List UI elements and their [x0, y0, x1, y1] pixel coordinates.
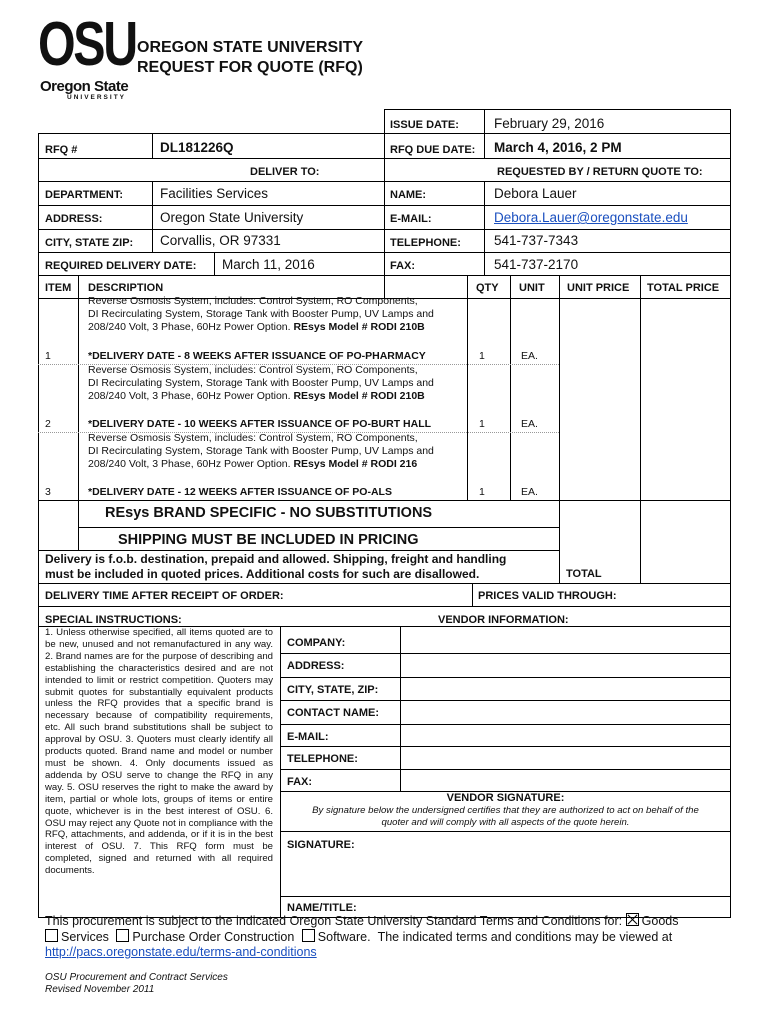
title-rfq: REQUEST FOR QUOTE (RFQ): [137, 59, 363, 76]
vendor-signature-heading: VENDOR SIGNATURE:: [446, 792, 565, 804]
item-2-qty: 1: [479, 418, 485, 430]
vendor-signature-text: By signature below the undersigned certifies that they are authorized to act on behalf of the quoter and will comply with all aspects of the quote herein.: [312, 805, 699, 828]
item-3-description: Reverse Osmosis System, includes: Control System, RO Components, DI Recirculating System, Storage Tank with Booster Pump, UV Lamps and 208/240 Volt, 3 Phase, 60Hz Power Option. REsys Model # RODI 216: [88, 432, 434, 470]
item-1-description: Reverse Osmosis System, includes: Control System, RO Components, DI Recirculating System, Storage Tank with Booster Pump, UV Lamps and 208/240 Volt, 3 Phase, 60Hz Power Option. REsys Model # RODI 210B: [88, 295, 434, 333]
vendor-contact-label: CONTACT NAME:: [287, 707, 380, 719]
city-value: Corvallis, OR 97331: [160, 233, 281, 248]
item-2-number: 2: [45, 418, 51, 430]
item-3-delivery: *DELIVERY DATE - 12 WEEKS AFTER ISSUANCE OF PO-ALS: [88, 486, 392, 498]
total-label: TOTAL: [566, 568, 602, 580]
vendor-info-heading: VENDOR INFORMATION:: [438, 614, 569, 626]
col-description: DESCRIPTION: [88, 282, 164, 294]
title-university: OREGON STATE UNIVERSITY: [137, 39, 364, 56]
services-checkbox[interactable]: [45, 929, 58, 942]
item-2-delivery: *DELIVERY DATE - 10 WEEKS AFTER ISSUANCE OF PO-BURT HALL: [88, 418, 432, 430]
vendor-email-label: E-MAIL:: [287, 731, 329, 743]
due-date-label: RFQ DUE DATE:: [390, 144, 476, 156]
item-3-qty: 1: [479, 486, 485, 498]
item-3-number: 3: [45, 486, 51, 498]
issue-date-label: ISSUE DATE:: [390, 119, 459, 131]
address-label: ADDRESS:: [45, 213, 103, 225]
item-3-unit: EA.: [521, 486, 538, 498]
name-value: Debora Lauer: [494, 186, 577, 201]
requested-by-heading: REQUESTED BY / RETURN QUOTE TO:: [497, 166, 703, 178]
prices-valid-label: PRICES VALID THROUGH:: [478, 590, 617, 602]
vendor-telephone-label: TELEPHONE:: [287, 753, 358, 765]
brand-note: REsys BRAND SPECIFIC - NO SUBSTITUTIONS: [105, 505, 433, 521]
name-title-label: NAME/TITLE:: [287, 902, 357, 914]
fax-label: FAX:: [390, 260, 416, 272]
terms-options: Services Purchase Order Construction Software. The indicated terms and conditions may be viewed at: [45, 929, 730, 945]
signature-label: SIGNATURE:: [287, 839, 355, 851]
goods-checkbox[interactable]: [626, 913, 639, 926]
purchase-order-checkbox[interactable]: [116, 929, 129, 942]
special-instructions-text: 1. Unless otherwise specified, all items quoted are to be new, unused and not remanufactured in any way. 2. Brand names are for the purpose of describing and establishing the characteristics desired and are not intended to limit or restrict competition. Quoters may submit quotes for substantially equivalent products unless the RFQ provides that a specific brand is necessary because of compatibility requirements, etc. All such brand substitutions shall be subject to approval by OSU. 3. Quoters must clearly identify all products quoted. Brand name and model or number must be shown. 4. Only documents issued as addenda by OSU serve to change the RFQ in any way. 5. OSU reserves the right to make the award by item, partial or whole lots, groups of items or entire quote, whichever is in the best interest of OSU. 6. OSU may reject any Quote not in compliance with the RFQ, attachments, and addenda, or if it is in the best interest of OSU. 7. This RFQ form must be completed, signed and returned with all required documents.: [45, 627, 273, 877]
rfq-number-label: RFQ #: [45, 144, 78, 156]
delivery-time-label: DELIVERY TIME AFTER RECEIPT OF ORDER:: [45, 590, 284, 602]
terms-statement: This procurement is subject to the indicated Oregon State University Standard Terms and Conditions for: Goods: [45, 914, 679, 928]
vendor-company-label: COMPANY:: [287, 637, 346, 649]
col-qty: QTY: [476, 282, 499, 294]
item-1-unit: EA.: [521, 350, 538, 362]
required-date-label: REQUIRED DELIVERY DATE:: [45, 260, 197, 272]
vendor-fax-label: FAX:: [287, 776, 313, 788]
item-1-number: 1: [45, 350, 51, 362]
col-total-price: TOTAL PRICE: [647, 282, 720, 294]
email-link[interactable]: Debora.Lauer@oregonstate.edu: [494, 210, 688, 225]
logo-university: UNIVERSITY: [67, 94, 127, 101]
col-unit-price: UNIT PRICE: [567, 282, 630, 294]
software-checkbox[interactable]: [302, 929, 315, 942]
fob-note: Delivery is f.o.b. destination, prepaid and allowed. Shipping, freight and handling must be included in quoted prices. Additional costs for such are disallowed.: [45, 552, 507, 581]
special-instructions-heading: SPECIAL INSTRUCTIONS:: [45, 614, 182, 626]
item-1-qty: 1: [479, 350, 485, 362]
page-title: [137, 38, 363, 78]
due-date-value: March 4, 2016, 2 PM: [494, 140, 622, 155]
email-label: E-MAIL:: [390, 213, 432, 225]
terms-url-link[interactable]: http://pacs.oregonstate.edu/terms-and-conditions: [45, 945, 317, 959]
department-value: Facilities Services: [160, 186, 269, 201]
col-item: ITEM: [45, 282, 72, 294]
item-1-delivery: *DELIVERY DATE - 8 WEEKS AFTER ISSUANCE OF PO-PHARMACY: [88, 350, 426, 362]
deliver-to-heading: DELIVER TO:: [250, 166, 320, 178]
required-date-value: March 11, 2016: [222, 257, 315, 272]
department-label: DEPARTMENT:: [45, 189, 124, 201]
city-label: CITY, STATE ZIP:: [45, 237, 134, 249]
telephone-label: TELEPHONE:: [390, 237, 461, 249]
fax-value: 541-737-2170: [494, 257, 579, 272]
logo-oregon-state: Oregon State: [40, 78, 129, 95]
col-unit: UNIT: [519, 282, 545, 294]
vendor-city-label: CITY, STATE, ZIP:: [287, 684, 379, 696]
issue-date-value: February 29, 2016: [494, 116, 605, 131]
footer: OSU Procurement and Contract Services Revised November 2011: [45, 972, 228, 995]
vendor-address-label: ADDRESS:: [287, 660, 345, 672]
shipping-note: SHIPPING MUST BE INCLUDED IN PRICING: [118, 532, 419, 548]
name-label: NAME:: [390, 189, 427, 201]
address-value: Oregon State University: [160, 210, 304, 225]
item-2-description: Reverse Osmosis System, includes: Control System, RO Components, DI Recirculating System, Storage Tank with Booster Pump, UV Lamps and 208/240 Volt, 3 Phase, 60Hz Power Option. REsys Model # RODI 210B: [88, 364, 434, 402]
rfq-number-value: DL181226Q: [160, 140, 234, 155]
osu-logo: OSU: [38, 10, 136, 79]
item-2-unit: EA.: [521, 418, 538, 430]
telephone-value: 541-737-7343: [494, 233, 579, 248]
